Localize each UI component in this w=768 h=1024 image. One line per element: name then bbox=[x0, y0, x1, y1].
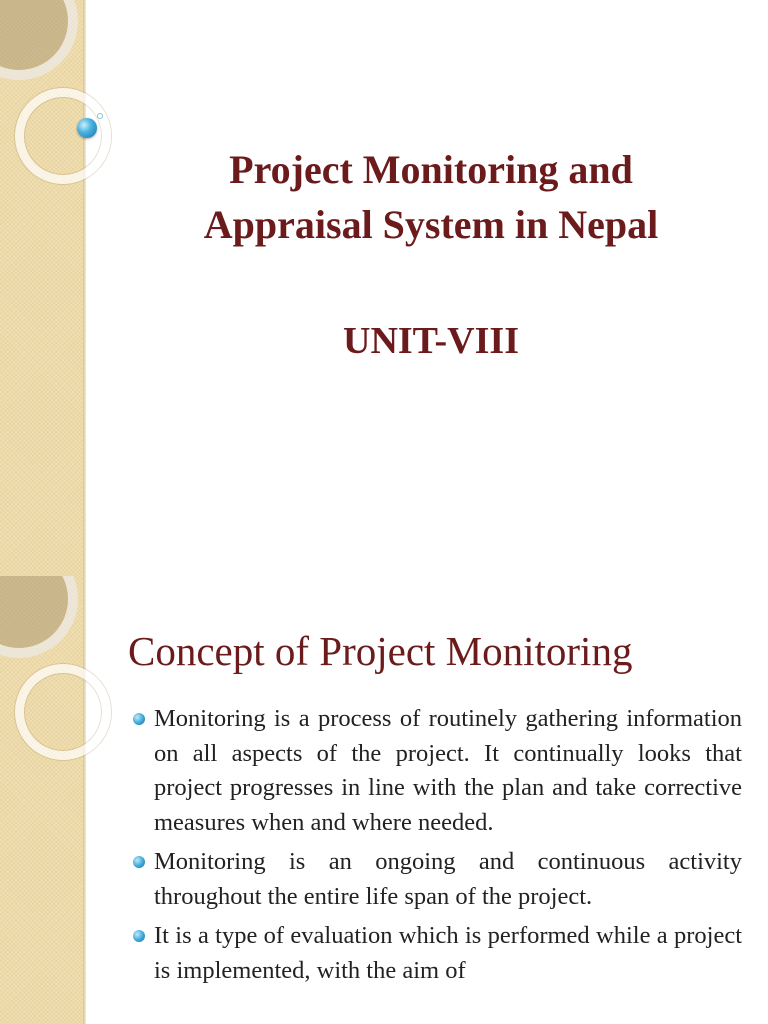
title-line-1: Project Monitoring and bbox=[229, 147, 633, 192]
bullet-icon bbox=[133, 856, 145, 868]
decorative-ring-icon bbox=[15, 664, 111, 760]
bullet-text: It is a type of evaluation which is performed while a project is implemented, with the aim of bbox=[154, 922, 742, 984]
bullet-icon bbox=[133, 930, 145, 942]
title-line-2: Appraisal System in Nepal bbox=[203, 202, 659, 247]
list-item bbox=[130, 702, 742, 840]
decorative-ring-icon bbox=[15, 88, 111, 184]
sidebar-edge bbox=[83, 576, 86, 1024]
list-item bbox=[130, 919, 742, 988]
sidebar-edge bbox=[83, 0, 86, 576]
list-item bbox=[130, 845, 742, 914]
blue-orb-icon bbox=[77, 118, 97, 138]
sidebar-decoration bbox=[0, 0, 83, 576]
slide-subtitle: UNIT-VIII bbox=[343, 320, 519, 362]
bullet-text: Monitoring is an ongoing and continuous activity throughout the entire life span of the project. bbox=[154, 848, 742, 910]
slide-concept bbox=[0, 576, 768, 1024]
section-title: Concept of Project Monitoring bbox=[128, 628, 633, 674]
bullet-list bbox=[130, 702, 742, 993]
small-circle-icon bbox=[97, 113, 103, 119]
slide-title-text bbox=[120, 142, 742, 252]
bullet-text: Monitoring is a process of routinely gathering information on all aspects of the project. It continually looks that project progresses in line with the plan and take corrective measures when and where needed. bbox=[154, 705, 742, 836]
bullet-icon bbox=[133, 713, 145, 725]
